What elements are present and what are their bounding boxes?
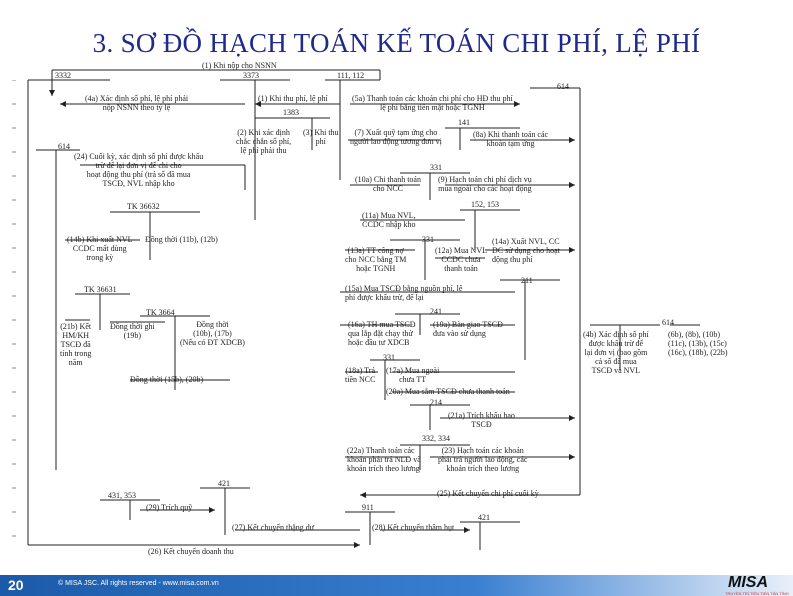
step-4a: (4a) Xác định số phí, lệ phí phải nộp NSNN theo tỷ lệ: [85, 94, 189, 112]
step-28: (28) Kết chuyển thâm hụt: [372, 523, 455, 532]
step-12a: (12a) Mua NVL CCDC chưa thanh toán: [435, 246, 487, 273]
dong-thoi-19b: Đồng thời ghi (19b): [110, 322, 155, 340]
dong-thoi-6b-list: (6b), (8b), (10b) (11c), (13b), (15c) (16c), (18b), (22b): [668, 330, 728, 357]
step-9: (9) Hạch toán chi phí dịch vụ mua ngoài cho các hoạt động: [438, 175, 532, 193]
step-2: (2) Khi xác định chắc chắn số phí, lệ phí phải thu: [236, 128, 292, 155]
step-11a: (11a) Mua NVL, CCDC nhập kho: [362, 211, 416, 229]
step-22a: (22a) Thanh toán các khoản phải trả NLĐ và khoản trích theo lương: [347, 446, 421, 473]
step-18a: (18a) Trả tiền NCC: [345, 366, 376, 384]
step-27: (27) Kết chuyển thặng dư: [232, 523, 315, 532]
step-21b: (21b) Kết HM/KH TSCĐ đã tính trong năm: [60, 322, 92, 367]
dong-thoi-15b-20b: Đồng thời (15b), (20b): [130, 375, 204, 384]
step-10a: (10a) Chi thanh toán cho NCC: [355, 175, 421, 193]
account-241: 241: [430, 307, 442, 316]
step-19a: (19a) Bàn giao TSCĐ đưa vào sử dụng: [433, 320, 503, 338]
account-614-right: 614: [662, 318, 674, 327]
step-5a: (5a) Thanh toán các khoản chi phí cho HĐ thu phí lệ phí bằng tiền mặt hoặc TGNH: [352, 94, 513, 112]
footer-copyright: © MISA JSC. All rights reserved - www.misa.com.vn: [58, 580, 219, 587]
account-614-left: 614: [58, 142, 70, 151]
step-24: (24) Cuối kỳ, xác định số phí được khấu trừ để lại đơn vị để chi cho hoạt động thu phí (trả số đã mua TSCĐ, NVL nhập kho: [74, 152, 204, 188]
account-tk36632: TK 36632: [127, 202, 160, 211]
account-332-334: 332, 334: [422, 434, 450, 443]
step-26: (26) Kết chuyển doanh thu: [148, 547, 234, 556]
account-3373: 3373: [243, 71, 259, 80]
margin-ticks: [12, 80, 16, 560]
step-20a: (20a) Mua sắm TSCĐ chưa thanh toán: [386, 387, 510, 396]
brand-logo: MISA: [728, 574, 768, 591]
account-431-353: 431, 353: [108, 491, 136, 500]
account-331-a: 331: [430, 163, 442, 172]
account-911: 911: [362, 503, 374, 512]
step-25: (25) Kết chuyển chi phí cuối kỳ: [437, 489, 539, 498]
step-8a: (8a) Khi thanh toán các khoản tạm ứng: [473, 130, 549, 148]
account-331-c: 331: [383, 353, 395, 362]
account-3332: 3332: [55, 71, 71, 80]
step-1-thu-phi: (1) Khi thu phí, lệ phí: [258, 94, 328, 103]
account-tk3664: TK 3664: [146, 308, 175, 317]
account-331-b: 331: [422, 235, 434, 244]
page-title: 3. SƠ ĐỒ HẠCH TOÁN KẾ TOÁN CHI PHÍ, LỆ PHÍ: [92, 28, 701, 58]
step-15a: (15a) Mua TSCĐ bằng nguồn phí, lệ phí được khấu trừ, để lại: [345, 284, 463, 302]
step-14b: (14b) Khi xuất NVL CCDC mất dùng trong kỳ: [67, 235, 133, 262]
account-211: 211: [521, 276, 533, 285]
step-17a: (17a) Mua ngoài chưa TT: [386, 366, 440, 384]
account-1383: 1383: [283, 108, 299, 117]
account-421-mid: 421: [218, 479, 230, 488]
footer-logo: 20: [8, 577, 24, 593]
brand-tagline: TRUYỀN TRÍ TIÊN TIẾN TÂN TÌNH: [725, 591, 789, 596]
step-4b: (4b) Xác định số phí được khấu trừ để lại đơn vị (bao gồm cả số đã mua TSCĐ và NVL: [583, 330, 649, 375]
step-1-nop-nsnn: (1) Khi nộp cho NSNN: [202, 61, 277, 70]
dong-thoi-11b-12b: Đồng thời (11b), (12b): [145, 235, 218, 244]
account-421-bottom: 421: [478, 513, 490, 522]
step-21a: (21a) Trích khấu hao TSCĐ: [448, 411, 515, 429]
step-14a: (14a) Xuất NVL, CC DC sử dụng cho hoạt động thu phí: [492, 237, 560, 264]
step-23: (23) Hạch toán các khoản phải trả người lao động, các khoản trích theo lương: [438, 446, 528, 473]
account-141: 141: [458, 118, 470, 127]
account-152-153: 152, 153: [471, 200, 499, 209]
step-3: (3) Khi thu phí: [303, 128, 339, 146]
step-13a: (13a) TT công nợ cho NCC bằng TM hoặc TGNH: [345, 246, 407, 273]
dong-thoi-10b-17b: Đồng thời (10b), (17b) (Nếu có ĐT XDCB): [180, 320, 245, 347]
account-614-top: 614: [557, 82, 569, 91]
account-214: 214: [430, 398, 442, 407]
step-7: (7) Xuất quỹ tạm ứng cho người lao động tương đơn vị: [350, 128, 442, 146]
account-111-112: 111, 112: [337, 71, 365, 80]
step-16a: (16a) TH mua TSCĐ qua lắp đặt chạy thử hoặc đầu tư XDCB: [348, 320, 416, 347]
step-29: (29) Trích quỹ: [146, 503, 193, 512]
account-tk36631: TK 36631: [84, 285, 117, 294]
